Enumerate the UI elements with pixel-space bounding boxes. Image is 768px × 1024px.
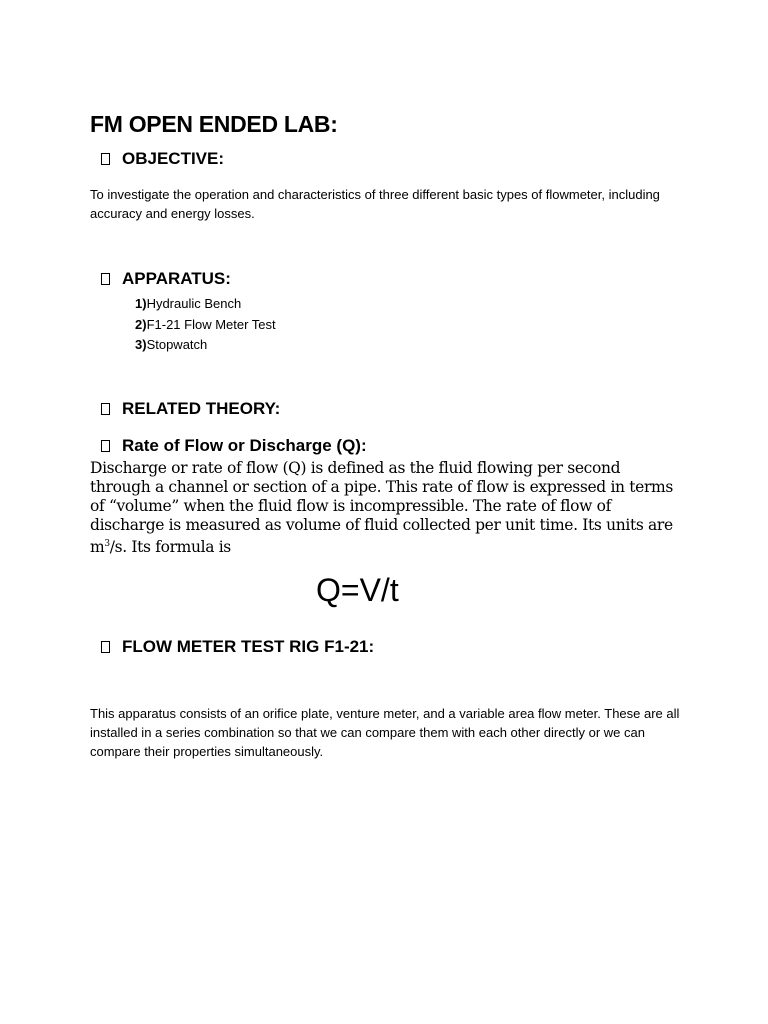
bullet-icon [101, 273, 110, 285]
list-item-number: 3) [135, 337, 147, 352]
list-item-number: 1) [135, 296, 147, 311]
rate-of-flow-text: Discharge or rate of flow (Q) is defined as the fluid flowing per second through a channel or section of a pipe. This rate of flow is expressed in terms of “volume” when the fluid flow is incompressible. The rate of flow of discharge is measured as volume of fluid collected per unit time. Its units are m [90, 459, 673, 557]
bullet-icon [101, 403, 110, 415]
list-item-text: Stopwatch [146, 337, 208, 352]
rate-of-flow-paragraph [90, 459, 680, 557]
rate-of-flow-heading [101, 436, 367, 456]
discharge-formula: Q=V/t [316, 572, 399, 608]
rate-of-flow-heading-text: Rate of Flow or Discharge (Q): [122, 436, 367, 455]
apparatus-list [135, 294, 276, 356]
apparatus-heading [101, 269, 231, 289]
document-title: FM OPEN ENDED LAB: [90, 111, 338, 137]
objective-paragraph: To investigate the operation and characteristics of three different basic types of flowmeter, including accuracy and energy losses. [90, 187, 660, 221]
flow-meter-rig-paragraph: This apparatus consists of an orifice plate, venture meter, and a variable area flow meter. These are all installed in a series combination so that we can compare them with each other directly or we can compare their properties simultaneously. [90, 706, 680, 759]
list-item-text: F1-21 Flow Meter Test [146, 316, 276, 332]
related-theory-heading [101, 399, 280, 419]
list-item-text: Hydraulic Bench [146, 296, 242, 311]
objective-heading-text: OBJECTIVE: [122, 149, 225, 168]
rate-of-flow-text-end: /s. Its formula is [109, 538, 231, 557]
flow-meter-rig-heading [101, 637, 374, 657]
list-item [135, 294, 276, 315]
list-item [135, 315, 276, 336]
unit-superscript: 3 [104, 539, 110, 549]
related-theory-heading-text: RELATED THEORY: [122, 399, 281, 418]
list-item [135, 335, 276, 356]
apparatus-heading-text: APPARATUS: [122, 269, 231, 288]
list-item-number: 2) [135, 316, 147, 332]
bullet-icon [101, 440, 110, 452]
flow-meter-rig-heading-text: FLOW METER TEST RIG F1-21: [122, 637, 375, 656]
bullet-icon [101, 641, 110, 653]
bullet-icon [101, 153, 110, 165]
objective-heading [101, 149, 224, 169]
